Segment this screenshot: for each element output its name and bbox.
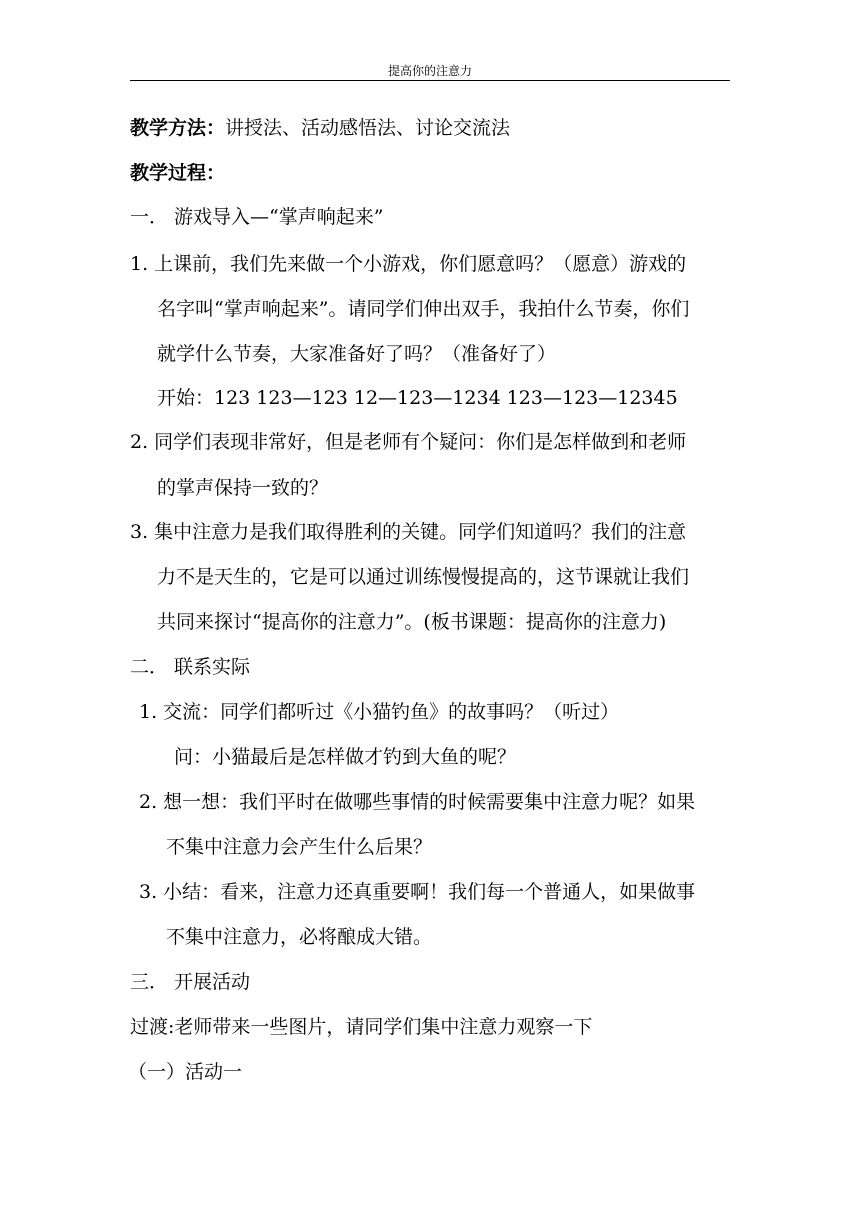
section-1-item-1-line-2: 名字叫“掌声响起来”。请同学们伸出双手，我拍什么节奏，你们 bbox=[157, 298, 690, 320]
teaching-process-label: 教学过程： bbox=[130, 162, 226, 184]
header-rule bbox=[130, 80, 730, 81]
section-1-item-1-line-1: 1. 上课前，我们先来做一个小游戏，你们愿意吗？（愿意）游戏的 bbox=[130, 253, 687, 275]
section-2-item-1-line-1: 1. 交流：同学们都听过《小猫钓鱼》的故事吗？（听过） bbox=[139, 701, 620, 723]
section-2-item-1-line-2: 问：小猫最后是怎样做才钓到大鱼的呢？ bbox=[174, 746, 517, 768]
section-2-item-2-line-2: 不集中注意力会产生什么后果？ bbox=[166, 836, 433, 858]
section-2-item-2-line-1: 2. 想一想：我们平时在做哪些事情的时候需要集中注意力呢？如果 bbox=[139, 791, 696, 813]
teaching-method-label: 教学方法： bbox=[130, 117, 226, 139]
section-3-activity-1: （一）活动一 bbox=[128, 1061, 243, 1083]
teaching-method-text: 讲授法、活动感悟法、讨论交流法 bbox=[225, 117, 511, 139]
section-2-item-3-line-1: 3. 小结：看来，注意力还真重要啊！我们每一个普通人，如果做事 bbox=[139, 881, 696, 903]
section-1-item-3-line-2: 力不是天生的，它是可以通过训练慢慢提高的，这节课就让我们 bbox=[157, 566, 690, 588]
section-2-item-3-line-2: 不集中注意力，必将酿成大错。 bbox=[166, 926, 433, 948]
section-1-item-2-line-2: 的掌声保持一致的？ bbox=[157, 477, 329, 499]
section-1-item-3-line-1: 3. 集中注意力是我们取得胜利的关键。同学们知道吗？我们的注意 bbox=[130, 521, 687, 543]
section-1-heading: 一． 游戏导入—“掌声响起来” bbox=[130, 206, 384, 228]
section-3-heading: 三． 开展活动 bbox=[130, 971, 251, 993]
section-1-item-2-line-1: 2. 同学们表现非常好，但是老师有个疑问：你们是怎样做到和老师 bbox=[130, 431, 687, 453]
section-2-heading: 二． 联系实际 bbox=[130, 656, 251, 678]
page-header-title: 提高你的注意力 bbox=[387, 64, 472, 78]
teaching-method-line bbox=[130, 116, 510, 140]
section-1-item-1-line-4: 开始：123 123—123 12—123—1234 123—123—12345 bbox=[157, 387, 678, 409]
section-3-transition: 过渡:老师带来一些图片，请同学们集中注意力观察一下 bbox=[130, 1016, 593, 1038]
section-1-item-1-line-3: 就学什么节奏，大家准备好了吗？（准备好了） bbox=[157, 343, 557, 365]
section-1-item-3-line-3: 共同来探讨“提高你的注意力”。(板书课题：提高你的注意力) bbox=[157, 611, 667, 633]
